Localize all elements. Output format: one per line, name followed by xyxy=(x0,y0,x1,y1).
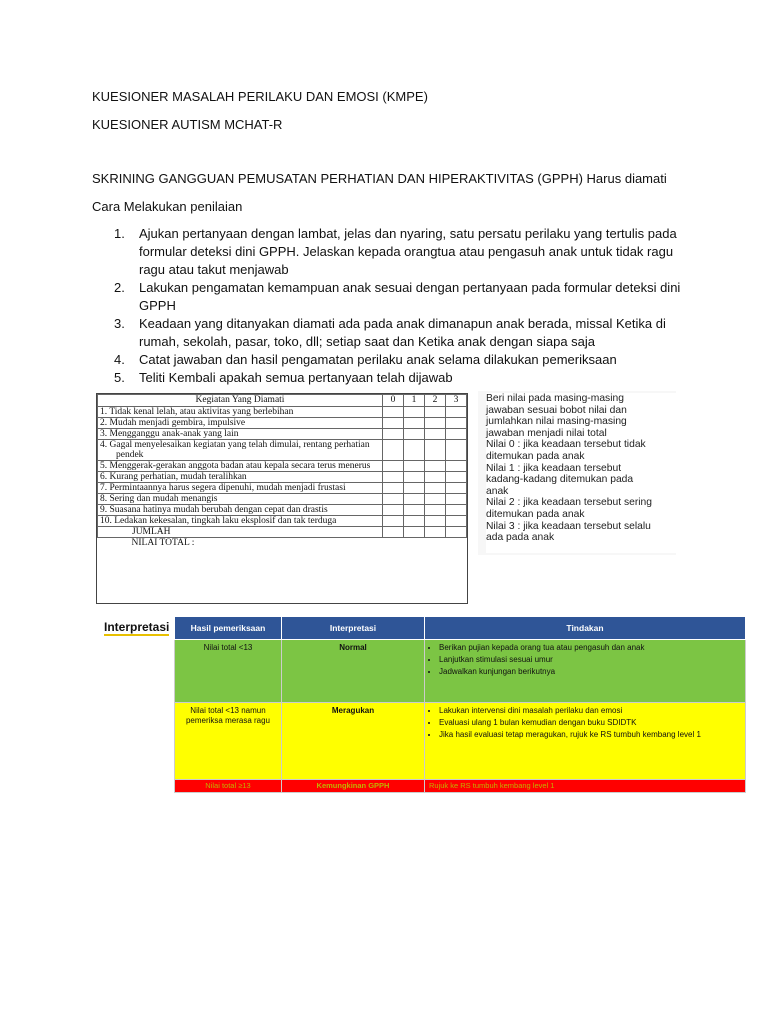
column-header: Tindakan xyxy=(425,617,746,640)
table-row xyxy=(175,703,746,780)
observation-item: 9. Suasana hatinya mudah berubah dengan cepat dan drastis xyxy=(98,505,383,516)
observation-item: 2. Mudah menjadi gembira, impulsive xyxy=(98,418,383,429)
step-item: 4. Catat jawaban dan hasil pengamatan perilaku anak selama dilakukan pemeriksaan xyxy=(114,352,617,367)
step-item: 2. Lakukan pengamatan kemampuan anak sesuai dengan pertanyaan pada formular deteksi dini GPPH xyxy=(114,280,681,313)
observation-item: 1. Tidak kenal lelah, atau aktivitas yang berlebihan xyxy=(98,407,383,418)
tindakan-cell xyxy=(425,703,746,780)
action-item: • Jadwalkan kunjungan berikutnya xyxy=(439,667,741,677)
interpretasi-cell: Meragukan xyxy=(282,703,425,780)
observation-item: 5. Menggerak-gerakan anggota badan atau kepala secara terus menerus xyxy=(98,461,383,472)
action-item: • Lakukan intervensi dini masalah perilaku dan emosi xyxy=(439,706,741,716)
interpretation-table xyxy=(174,616,746,793)
note-line: Beri nilai pada masing-masing xyxy=(486,393,624,404)
note-line: Nilai 2 : jika keadaan tersebut sering xyxy=(486,497,652,509)
observation-table xyxy=(97,394,467,576)
note-line: anak xyxy=(486,485,509,497)
note-line: ada pada anak xyxy=(486,532,555,544)
hasil-cell: Nilai total <13 xyxy=(175,640,282,703)
hasil-cell: Nilai total ≥13 xyxy=(175,780,282,793)
score-header: 1 xyxy=(404,395,425,407)
note-line: kadang-kadang ditemukan pada xyxy=(486,474,634,486)
observation-item: 7. Permintaannya harus segera dipenuhi, mudah menjadi frustasi xyxy=(98,483,383,494)
note-line: ditemukan pada anak xyxy=(486,450,585,462)
column-header: Hasil pemeriksaan xyxy=(175,617,282,640)
step-item: 3. Keadaan yang ditanyakan diamati ada pada anak dimanapun anak berada, missal Ketika di rumah, sekolah, pasar, toko, dll; setiap saat dan Ketika anak dengan siapa saja xyxy=(114,316,666,349)
score-header: 3 xyxy=(446,395,467,407)
step-item: 5. Teliti Kembali apakah semua pertanyaan telah dijawab xyxy=(114,370,453,385)
observation-item: 6. Kurang perhatian, mudah teralihkan xyxy=(98,472,383,483)
observation-header: Kegiatan Yang Diamati xyxy=(98,395,383,407)
observation-item: 4. Gagal menyelesaikan kegiatan yang telah dimulai, rentang perhatian pendek xyxy=(98,440,383,461)
note-line: Nilai 1 : jika keadaan tersebut xyxy=(486,462,622,474)
note-line: Nilai 3 : jika keadaan tersebut selalu xyxy=(486,520,651,532)
heading-gpph: SKRINING GANGGUAN PEMUSATAN PERHATIAN DAN HIPERAKTIVITAS (GPPH) Harus diamati xyxy=(92,171,667,186)
score-header: 2 xyxy=(425,395,446,407)
tindakan-cell: Rujuk ke RS tumbuh kembang level 1 xyxy=(425,780,746,793)
observation-table-image xyxy=(96,393,468,604)
scoring-notes xyxy=(486,393,676,553)
observation-item: 10. Ledakan kekesalan, tingkah laku eksplosif dan tak terduga xyxy=(98,516,383,527)
observation-item: 3. Mengganggu anak-anak yang lain xyxy=(98,429,383,440)
jumlah-label: JUMLAH xyxy=(98,527,383,538)
action-item: • Jika hasil evaluasi tetap meragukan, rujuk ke RS tumbuh kembang level 1 xyxy=(439,730,741,740)
interpretasi-cell: Kemungkinan GPPH xyxy=(282,780,425,793)
table-row xyxy=(175,780,746,793)
nilai-total-label: NILAI TOTAL : xyxy=(131,538,195,548)
action-item: • Lanjutkan stimulasi sesuai umur xyxy=(439,655,741,665)
interpretation-title: Interpretasi xyxy=(104,620,170,634)
note-line: Nilai 0 : jika keadaan tersebut tidak xyxy=(486,439,646,451)
steps-list xyxy=(92,225,692,387)
observation-item: 8. Sering dan mudah menangis xyxy=(98,494,383,505)
tindakan-cell xyxy=(425,640,746,703)
subheading-method: Cara Melakukan penilaian xyxy=(92,199,243,214)
heading-kmpe: KUESIONER MASALAH PERILAKU DAN EMOSI (KMPE) xyxy=(92,89,428,104)
score-header: 0 xyxy=(383,395,404,407)
column-header: Interpretasi xyxy=(282,617,425,640)
hasil-cell: Nilai total <13 namun pemeriksa merasa ragu xyxy=(175,703,282,780)
note-line: jawaban menjadi nilai total xyxy=(486,427,607,439)
action-item: • Berikan pujian kepada orang tua atau pengasuh dan anak xyxy=(439,643,741,653)
note-line: jumlahkan nilai masing-masing xyxy=(486,416,627,428)
step-item: 1. Ajukan pertanyaan dengan lambat, jelas dan nyaring, satu persatu perilaku yang tertulis pada formular deteksi dini GPPH. Jelaskan kepada orangtua atau pengasuh anak untuk tidak ragu ragu atau takut menjawab xyxy=(114,226,677,277)
heading-mchat: KUESIONER AUTISM MCHAT-R xyxy=(92,117,283,132)
interpretasi-cell: Normal xyxy=(282,640,425,703)
interpretation-image xyxy=(96,612,701,796)
table-row xyxy=(175,640,746,703)
note-line: ditemukan pada anak xyxy=(486,508,585,520)
action-item: • Evaluasi ulang 1 bulan kemudian dengan buku SDIDTK xyxy=(439,718,741,728)
note-line: jawaban sesuai bobot nilai dan xyxy=(486,404,627,416)
